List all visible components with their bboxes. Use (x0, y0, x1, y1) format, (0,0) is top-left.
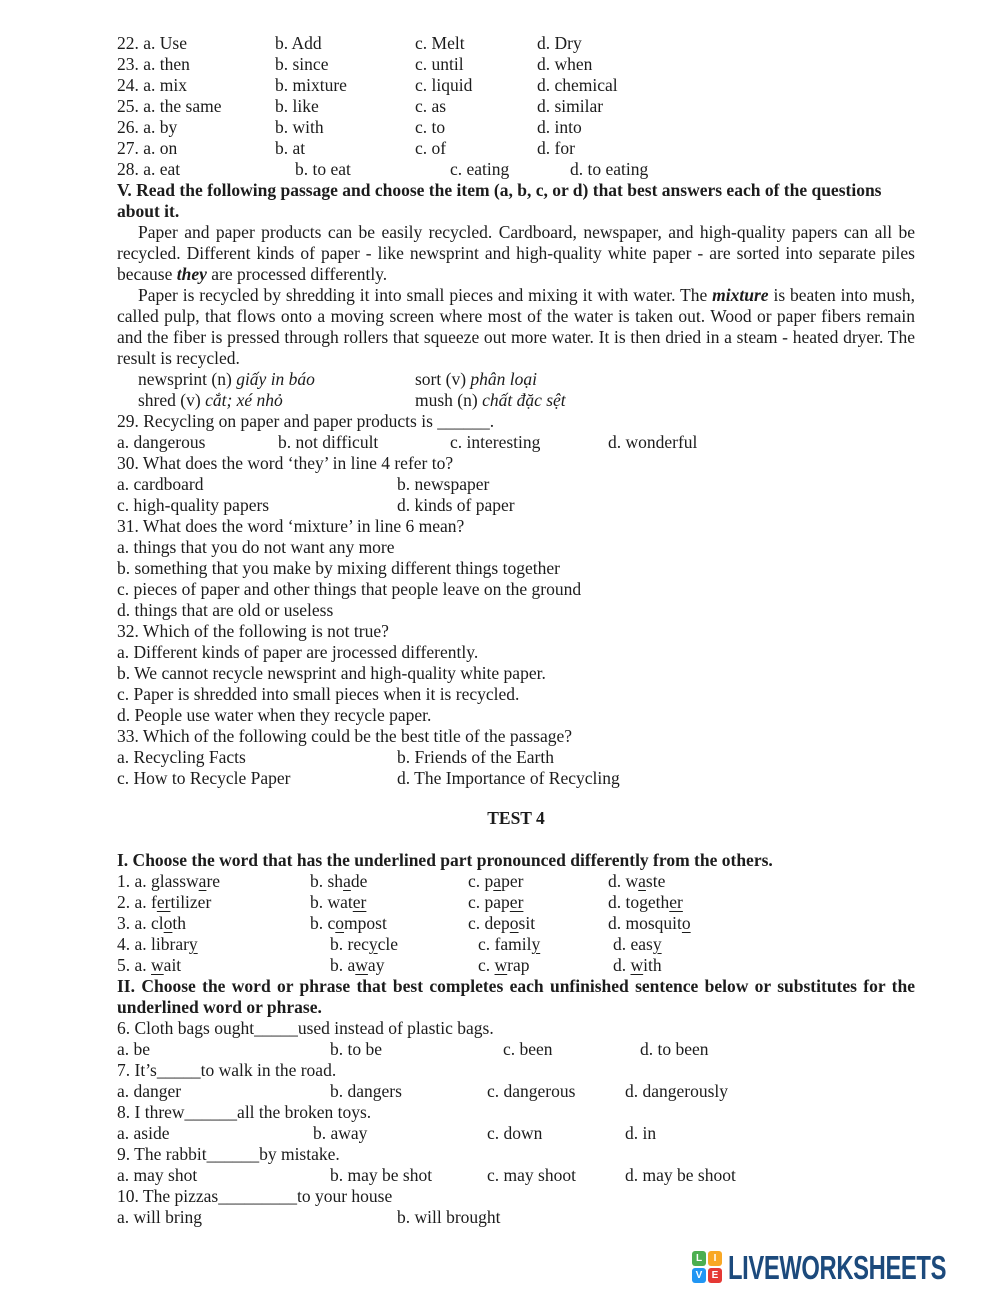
pron-row-1 (117, 871, 915, 892)
vocab-entry: mush (n) chất đặc sệt (415, 390, 566, 410)
option: d. waste (608, 871, 666, 891)
option: b. to be (330, 1039, 383, 1059)
option: c. to (415, 117, 446, 137)
option: b. like (275, 96, 319, 116)
passage-text: Paper and paper products can be easily recycled. Cardboard, newspaper, and high-quality papers can all be recycled. Different kinds of paper - like newsprint and high-quality white paper - are sorted into separate piles because (117, 222, 915, 284)
pron-row-2 (117, 892, 915, 913)
option: 23. a. then (117, 54, 190, 74)
option: c. eating (450, 159, 510, 179)
option: b. away (330, 955, 385, 975)
option: d. easy (613, 934, 662, 954)
option: d. may be shoot (625, 1165, 736, 1185)
option: d. in (625, 1123, 657, 1143)
option: d. The Importance of Recycling (397, 768, 620, 788)
logo-tile-l: L (692, 1251, 706, 1266)
passage-text: are processed differently. (206, 264, 388, 284)
option: 4. a. library (117, 934, 198, 954)
option: d. with (613, 955, 662, 975)
emphasized-word-mixture: mixture (712, 285, 769, 305)
option: c. Melt (415, 33, 465, 53)
vocab-row (117, 369, 915, 390)
pron-row-3 (117, 913, 915, 934)
question-7-options (117, 1081, 915, 1102)
option: b. not difficult (278, 432, 379, 452)
option: a. dangerous (117, 432, 206, 452)
option: c. been (503, 1039, 553, 1059)
option: 24. a. mix (117, 75, 187, 95)
question-33-options-row2 (117, 768, 915, 789)
passage-paragraph-2 (117, 285, 915, 369)
question-10-text: 10. The pizzas_________to your house (117, 1186, 393, 1206)
option: c. paper (468, 892, 524, 912)
mc-row-23 (117, 54, 915, 75)
option: b. recycle (330, 934, 399, 954)
option: d. chemical (537, 75, 618, 95)
option: a. aside (117, 1123, 170, 1143)
option: b. to eat (295, 159, 351, 179)
option: a. danger (117, 1081, 182, 1101)
section-ii-heading: II. Choose the word or phrase that best completes each unfinished sentence below or substitutes for the underlined word or phrase. (117, 976, 915, 1017)
liveworksheets-logo[interactable] (692, 1248, 950, 1286)
passage-text: Paper is recycled by shredding it into small pieces and mixing it with water. The (138, 285, 713, 305)
option: d. things that are old or useless (117, 600, 334, 620)
section-i-heading: I. Choose the word that has the underlined part pronounced differently from the others. (117, 850, 773, 870)
question-10-options (117, 1207, 915, 1228)
option: c. interesting (450, 432, 541, 452)
option: b. We cannot recycle newsprint and high-quality white paper. (117, 663, 546, 683)
mc-row-28 (117, 159, 915, 180)
option: d. to been (640, 1039, 709, 1059)
option: b. dangers (330, 1081, 402, 1101)
vocab-entry: shred (v) cắt; xé nhỏ (138, 390, 283, 410)
question-33-options-row1 (117, 747, 915, 768)
option: 2. a. fertilizer (117, 892, 212, 912)
option: 28. a. eat (117, 159, 181, 179)
option: b. will brought (397, 1207, 501, 1227)
mc-row-25 (117, 96, 915, 117)
passage-paragraph-1 (117, 222, 915, 285)
test-4-title: TEST 4 (487, 808, 545, 828)
question-30-text: 30. What does the word ‘they’ in line 4 refer to? (117, 453, 454, 473)
question-30-options-row2 (117, 495, 915, 516)
option: c. Paper is shredded into small pieces when it is recycled. (117, 684, 520, 704)
option: d. wonderful (608, 432, 698, 452)
logo-tile-v: V (692, 1268, 706, 1283)
option: c. deposit (468, 913, 536, 933)
option: b. at (275, 138, 306, 158)
vocab-entry: newsprint (n) giấy in báo (138, 369, 315, 389)
option: b. Friends of the Earth (397, 747, 554, 767)
liveworksheets-logo-icon (692, 1251, 722, 1283)
option: a. may shot (117, 1165, 198, 1185)
question-7-text: 7. It’s_____to walk in the road. (117, 1060, 337, 1080)
option: d. kinds of paper (397, 495, 515, 515)
option: d. into (537, 117, 582, 137)
question-29-text: 29. Recycling on paper and paper products is ______. (117, 411, 495, 431)
mc-row-24 (117, 75, 915, 96)
mc-row-26 (117, 117, 915, 138)
option: a. Different kinds of paper are jrocessed differently. (117, 642, 479, 662)
option: c. until (415, 54, 464, 74)
section-v-heading: V. Read the following passage and choose the item (a, b, c, or d) that best answers each of the questions about it. (117, 180, 882, 221)
option: a. will bring (117, 1207, 203, 1227)
question-29-options (117, 432, 915, 453)
option: a. be (117, 1039, 151, 1059)
question-33-text: 33. Which of the following could be the best title of the passage? (117, 726, 573, 746)
logo-tile-i: I (708, 1251, 722, 1266)
question-8-options (117, 1123, 915, 1144)
pron-row-4 (117, 934, 915, 955)
option: d. for (537, 138, 575, 158)
option: d. similar (537, 96, 604, 116)
vocab-row (117, 390, 915, 411)
option: d. mosquito (608, 913, 691, 933)
option: d. to eating (570, 159, 649, 179)
option: b. with (275, 117, 324, 137)
option: d. dangerously (625, 1081, 729, 1101)
liveworksheets-logo-text: LIVEWORKSHEETS (728, 1248, 947, 1286)
mc-row-27 (117, 138, 915, 159)
option: 27. a. on (117, 138, 178, 158)
option: b. shade (310, 871, 368, 891)
option: c. high-quality papers (117, 495, 270, 515)
mc-row-22 (117, 33, 915, 54)
option: a. cardboard (117, 474, 204, 494)
option: b. mixture (275, 75, 347, 95)
option: a. things that you do not want any more (117, 537, 395, 557)
question-9-options (117, 1165, 915, 1186)
option: c. down (487, 1123, 543, 1143)
option: b. something that you make by mixing different things together (117, 558, 560, 578)
vocab-entry: sort (v) phân loại (415, 369, 538, 389)
option: 26. a. by (117, 117, 178, 137)
option: c. of (415, 138, 447, 158)
option: b. compost (310, 913, 387, 933)
option: b. may be shot (330, 1165, 433, 1185)
question-6-options (117, 1039, 915, 1060)
passage-text: is beaten into mush, called pulp, that flows onto a moving screen where most of the water is taken out. Wood or paper fibers remain and the fiber is pressed through rollers that squeeze out more water. It is then dried in a steam - heated dryer. The result is recycled. (117, 285, 915, 368)
option: d. Dry (537, 33, 582, 53)
option: d. when (537, 54, 593, 74)
pron-row-5 (117, 955, 915, 976)
option: b. newspaper (397, 474, 490, 494)
option: c. dangerous (487, 1081, 576, 1101)
option: 5. a. wait (117, 955, 182, 975)
option: c. pieces of paper and other things that people leave on the ground (117, 579, 582, 599)
question-6-text: 6. Cloth bags ought_____used instead of plastic bags. (117, 1018, 494, 1038)
question-31-text: 31. What does the word ‘mixture’ in line 6 mean? (117, 516, 465, 536)
option: c. liquid (415, 75, 473, 95)
option: a. Recycling Facts (117, 747, 246, 767)
option: b. away (313, 1123, 368, 1143)
option: 22. a. Use (117, 33, 187, 53)
option: c. as (415, 96, 447, 116)
option: d. People use water when they recycle paper. (117, 705, 432, 725)
option: c. wrap (478, 955, 530, 975)
option: c. family (478, 934, 541, 954)
option: d. together (608, 892, 683, 912)
question-30-options-row1 (117, 474, 915, 495)
option: 25. a. the same (117, 96, 222, 116)
option: b. Add (275, 33, 322, 53)
question-9-text: 9. The rabbit______by mistake. (117, 1144, 340, 1164)
question-32-text: 32. Which of the following is not true? (117, 621, 389, 641)
option: b. since (275, 54, 329, 74)
emphasized-word-they: they (176, 264, 207, 284)
option: c. paper (468, 871, 524, 891)
question-8-text: 8. I threw______all the broken toys. (117, 1102, 372, 1122)
option: c. How to Recycle Paper (117, 768, 291, 788)
logo-tile-e: E (708, 1268, 722, 1283)
option: c. may shoot (487, 1165, 576, 1185)
option: b. water (310, 892, 367, 912)
option: 1. a. glassware (117, 871, 221, 891)
option: 3. a. cloth (117, 913, 187, 933)
